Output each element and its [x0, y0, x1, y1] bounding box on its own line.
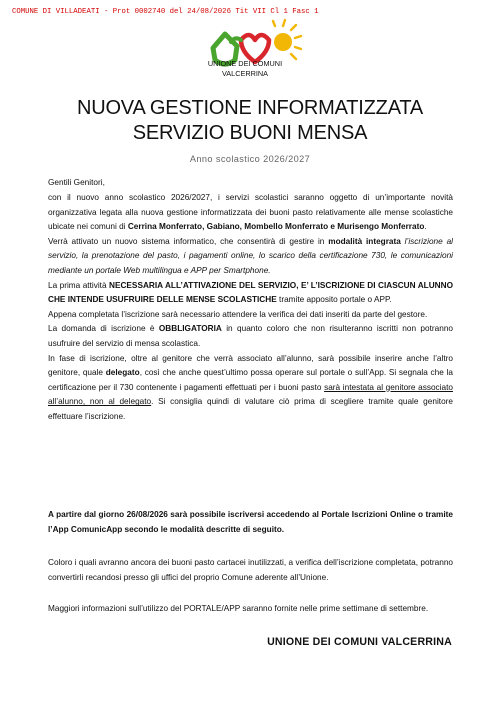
logo-caption-line2: VALCERRINA [221, 69, 269, 78]
text-run: in quanto coloro che non risulteranno iscritti non potranno usufruire del servizio di mensa scolastica. [48, 324, 453, 348]
paragraph-delegate [48, 352, 453, 425]
text-run: La domanda di iscrizione è [48, 324, 159, 334]
text-run: La prima attività [48, 280, 110, 290]
certification-underlined: sarà intestata al genitore associato all’alunno, non al delegato [48, 382, 453, 407]
text-run: Verrà attivato un nuovo sistema informatico, che consentirà di gestire in [48, 236, 329, 246]
logo-caption-line1: UNIONE DEI COMUNI [207, 59, 283, 68]
paragraph-intro [48, 191, 453, 235]
features-italic: l’iscrizione al servizio, la prenotazione del pasto, i pagamenti online, lo scarico della certificazione 730, le comunicazioni mediante un portale Web multilingua e APP per Smartphone. [48, 236, 453, 275]
text-run: tramite apposito portale o APP. [276, 295, 392, 305]
signature: UNIONE DEI COMUNI VALCERRINA [267, 636, 452, 648]
registration-required-emphasis: NECESSARIA ALL’ATTIVAZIONE DEL SERVIZIO, E’ L’ISCRIZIONE DI CIASCUN ALUNNO CHE INTENDE USUFRUIRE DELLE MENSE SCOLASTICHE [48, 280, 453, 305]
protocol-stamp: COMUNE DI VILLADEATI - Prot 0002740 del 24/08/2026 Tit VII Cl 1 Fasc 1 [12, 8, 319, 16]
paragraph-paper-vouchers: Coloro i quali avranno ancora dei buoni pasto cartacei inutilizzati, a verifica dell’iscrizione completata, potranno convertirli recandosi presso gli uffici del proprio Comune aderente all’Unione. [48, 558, 453, 582]
mandatory-emphasis: OBBLIGATORIA [158, 324, 222, 334]
union-logo-icon [205, 18, 305, 90]
paragraph-verification: Appena completata l’iscrizione sarà necessario attendere la verifica dei dati inseriti da parte del gestore. [48, 309, 428, 319]
logo-caption [190, 59, 300, 79]
delegate-emphasis: delegato [105, 368, 140, 378]
text-run: In fase di iscrizione, oltre al genitore che verrà associato all’alunno, sarà possibile inserire anche l’altro genitore, quale [48, 353, 453, 378]
paragraph-system [48, 235, 453, 279]
paragraph-first-activity [48, 279, 453, 308]
letter-body [48, 191, 453, 425]
paragraph-mandatory [48, 322, 453, 351]
paragraph-more-info: Maggiori informazioni sull’utilizzo del PORTALE/APP saranno fornite nelle prime settimane di settembre. [48, 604, 429, 613]
text-run: con il nuovo anno scolastico 2026/2027, i servizi scolastici saranno oggetto di un’importante novità organizzativa legata alla nuova gestione informatizzata dei buoni pasto relativamente alle mense scolastiche ubicate nei comuni di [48, 193, 453, 232]
greeting: Gentili Genitori, [48, 178, 105, 187]
page-title-line2: SERVIZIO BUONI MENSA [132, 122, 368, 144]
integrated-mode-emphasis: modalità integrata [328, 236, 401, 246]
municipalities-list: Cerrina Monferrato, Gabiano, Mombello Monferrato e Murisengo Monferrato [127, 222, 425, 232]
text-run: , così che anche quest’ultimo possa operare sul portale o sull’App. Si segnala che la certificazione per il 730 contenente i pagamenti effettuati per i buoni pasto [48, 368, 453, 392]
text-run: . [424, 222, 427, 232]
school-year-subtitle: Anno scolastico 2026/2027 [189, 154, 311, 164]
text-run: . Si consiglia quindi di valutare ciò prima di scegliere tramite quale genitore effettuare l’iscrizione. [48, 397, 453, 421]
page-title-line1: NUOVA GESTIONE INFORMATIZZATA [76, 97, 424, 119]
paragraph-start-date: A partire dal giorno 26/08/2026 sarà possibile iscriversi accedendo al Portale Iscrizioni Online o tramite l’App ComunicApp secondo le modalità descritte di seguito. [48, 510, 453, 534]
